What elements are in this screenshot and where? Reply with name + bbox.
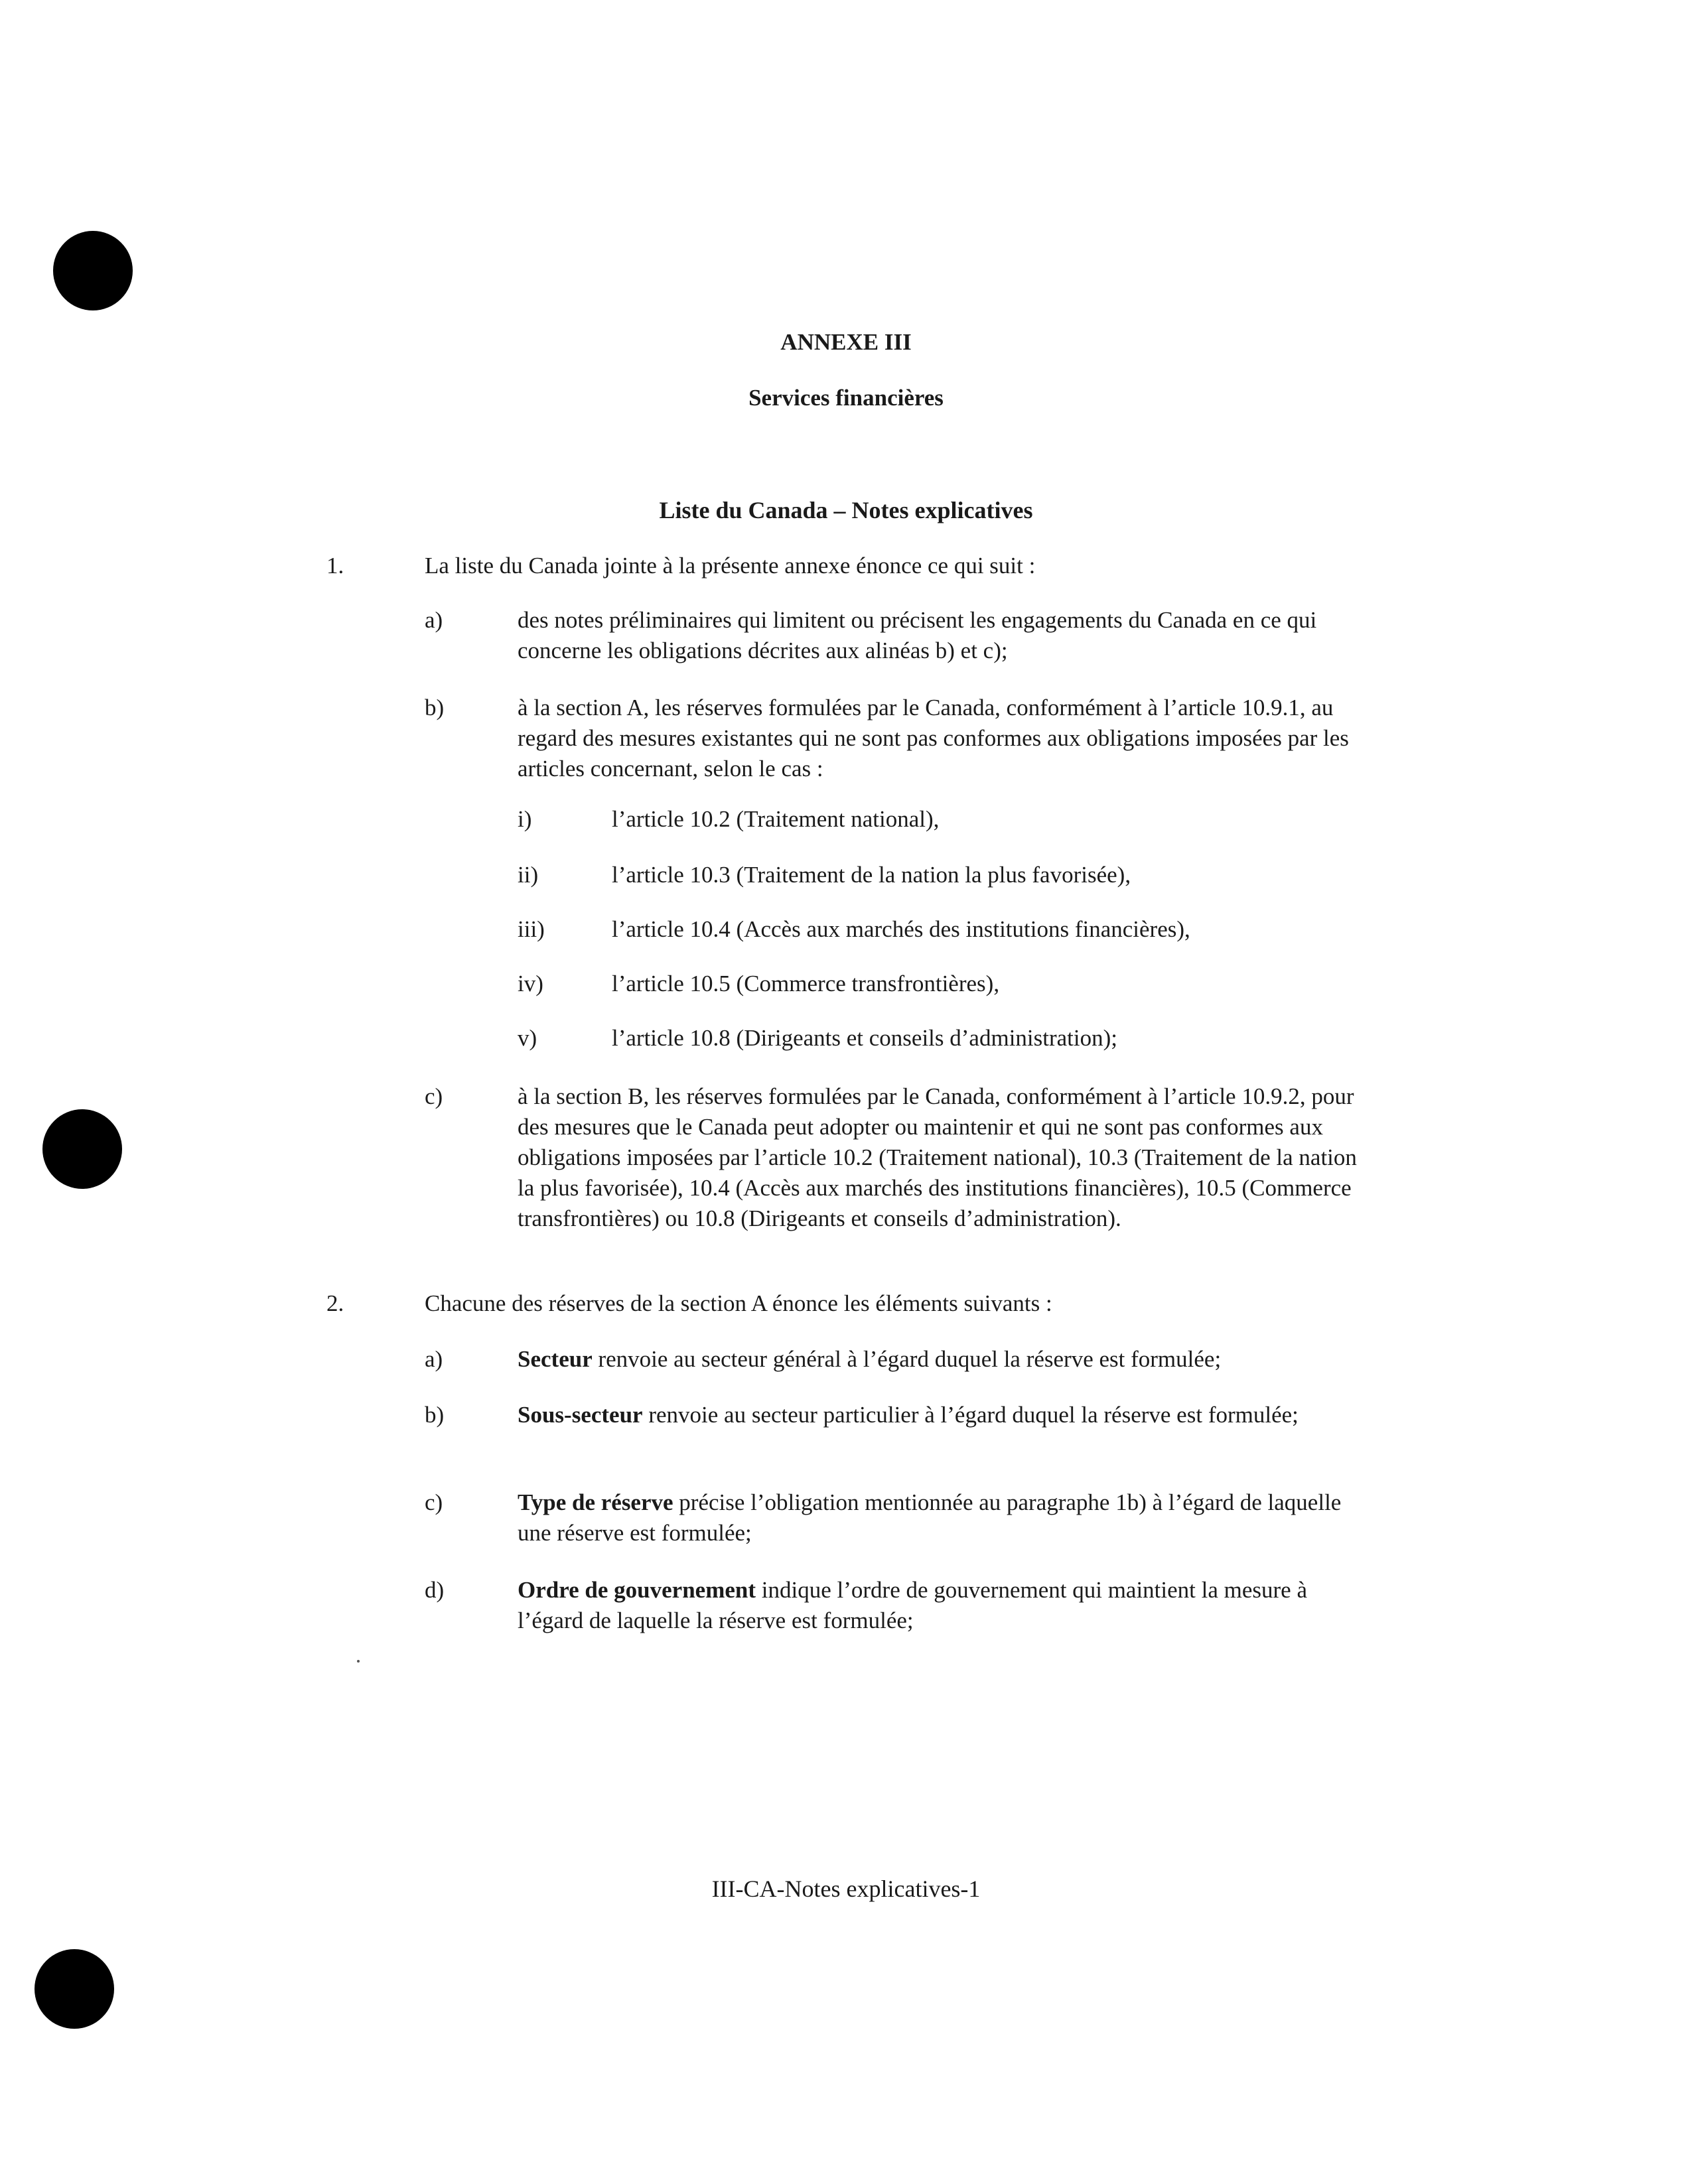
para2-b-desc: renvoie au secteur particulier à l’égard duquel la réserve est formulée; <box>642 1402 1299 1428</box>
para2-a-text <box>518 1344 1367 1375</box>
para2-a-desc: renvoie au secteur général à l’égard duquel la réserve est formulée; <box>592 1346 1222 1372</box>
annex-title: ANNEXE III <box>780 329 912 355</box>
para1-b-v-label: v) <box>518 1025 537 1051</box>
para1-b-i-text: l’article 10.2 (Traitement national), <box>612 806 940 832</box>
para2-b-term: Sous-secteur <box>518 1402 643 1428</box>
para1-number: 1. <box>326 553 344 579</box>
para2-b-text <box>518 1400 1367 1430</box>
para1-b-ii-text: l’article 10.3 (Traitement de la nation la plus favorisée), <box>612 862 1131 888</box>
para1-b-v-text: l’article 10.8 (Dirigeants et conseils d’administration); <box>612 1025 1118 1051</box>
para2-c-label: c) <box>425 1489 443 1515</box>
para1-b-iii-label: iii) <box>518 916 545 942</box>
para2-intro: Chacune des réserves de la section A énonce les éléments suivants : <box>425 1290 1052 1316</box>
para2-d-text <box>518 1575 1367 1636</box>
para1-b-label: b) <box>425 695 445 720</box>
para2-d-label: d) <box>425 1577 445 1603</box>
punch-hole-top <box>53 231 133 310</box>
para1-a-label: a) <box>425 607 443 633</box>
list-title: Liste du Canada – Notes explicatives <box>659 497 1033 523</box>
punch-hole-bottom <box>35 1949 114 2029</box>
para1-c-text: à la section B, les réserves formulées par le Canada, conformément à l’article 10.9.2, pour des mesures que le Canada peut adopter ou maintenir et qui ne sont pas conformes aux obligations imposées par l’article 10.2 (Traitement national), 10.3 (Traitement de la nation la plus favorisée), 10.4 (Accès aux marchés des institutions financières), 10.5 (Commerce transfrontières) ou 10.8 (Dirigeants et conseils d’administration). <box>518 1083 1357 1231</box>
page-footer: III-CA-Notes explicatives-1 <box>711 1876 981 1902</box>
para2-c-desc: précise l’obligation mentionnée au paragraphe 1b) à l’égard de laquelle une réserve est formulée; <box>518 1489 1342 1546</box>
para2-number: 2. <box>326 1290 344 1316</box>
para2-c-term: Type de réserve <box>518 1489 673 1515</box>
para1-a-text: des notes préliminaires qui limitent ou précisent les engagements du Canada en ce qui concerne les obligations décrites aux alinéas b) et c); <box>518 607 1317 663</box>
para1-b-iii-text: l’article 10.4 (Accès aux marchés des institutions financières), <box>612 916 1190 942</box>
para1-b-i-label: i) <box>518 806 532 832</box>
para2-d-desc: indique l’ordre de gouvernement qui maintient la mesure à l’égard de laquelle la réserve est formulée; <box>518 1577 1307 1633</box>
para1-b-ii-label: ii) <box>518 862 539 888</box>
para2-a-term: Secteur <box>518 1346 593 1372</box>
para1-b-iv-text: l’article 10.5 (Commerce transfrontières), <box>612 971 1000 996</box>
para2-a-label: a) <box>425 1346 443 1372</box>
para1-b-text: à la section A, les réserves formulées par le Canada, conformément à l’article 10.9.1, au regard des mesures existantes qui ne sont pas conformes aux obligations imposées par les articles concernant, selon le cas : <box>518 695 1349 782</box>
para1-b-iv-label: iv) <box>518 971 543 996</box>
annex-subtitle: Services financières <box>748 385 944 411</box>
para2-c-text <box>518 1487 1367 1548</box>
para2-d-term: Ordre de gouvernement <box>518 1577 756 1603</box>
scan-speck <box>357 1660 360 1663</box>
punch-hole-middle <box>42 1109 122 1189</box>
para1-intro: La liste du Canada jointe à la présente annexe énonce ce qui suit : <box>425 553 1036 579</box>
para2-b-label: b) <box>425 1402 445 1428</box>
para1-c-label: c) <box>425 1083 443 1109</box>
